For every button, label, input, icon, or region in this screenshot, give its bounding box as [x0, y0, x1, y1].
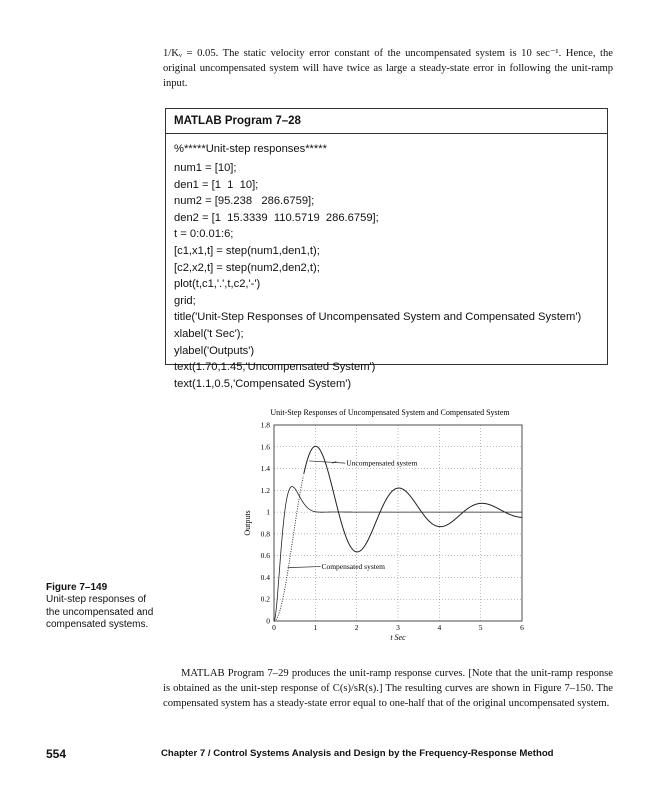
- y-tick-label: 0.8: [260, 529, 270, 539]
- code-line: den1 = [1 1 10];: [174, 178, 259, 191]
- annotation-uncompensated: Uncompensated system: [346, 458, 418, 468]
- code-line: text(1.70,1.45,'Uncompensated System'): [174, 361, 376, 374]
- y-tick-label: 1.4: [260, 464, 270, 474]
- leader-line: [288, 567, 321, 568]
- page-footer: [0, 747, 653, 767]
- chart-ticks: [261, 421, 525, 633]
- code-line: xlabel('t Sec');: [174, 327, 244, 340]
- x-tick-label: 6: [520, 623, 524, 632]
- x-tick-label: 0: [272, 623, 276, 632]
- code-line: text(1.1,0.5,'Compensated System'): [174, 377, 352, 390]
- y-tick-label: 1.2: [260, 485, 270, 495]
- intro-paragraph: 1/Kᵥ = 0.05. The static velocity error constant of the uncompensated system is 10 sec⁻¹. Hence, the original uncompensated system will have twice as large a steady-state error in following the unit-ramp input.: [163, 48, 613, 89]
- code-line: grid;: [174, 294, 196, 307]
- y-tick-label: 0: [266, 616, 270, 626]
- chart-title: Unit-Step Responses of Uncompensated System and Compensated System: [270, 408, 510, 417]
- program-title: MATLAB Program 7–28: [166, 109, 607, 134]
- body-paragraph: MATLAB Program 7–29 produces the unit-ramp response curves. [Note that the unit-ramp response is obtained as the unit-step response of C(s)/sR(s).] The resulting curves are shown in Figure 7–150. The compensated system has a steady-state error equal to one-half that of the original uncompensated system.: [163, 668, 613, 709]
- x-axis-label: t Sec: [390, 633, 406, 642]
- figure-caption-text: Unit-step responses of the uncompensated and compensated systems.: [46, 594, 154, 631]
- code-line: [c2,x2,t] = step(num2,den2,t);: [174, 261, 320, 274]
- y-tick-label: 0.2: [260, 594, 270, 604]
- y-tick-label: 1.8: [260, 420, 270, 430]
- y-axis-label: Outputs: [243, 510, 252, 536]
- matlab-program-box: [165, 108, 608, 390]
- program-comment: %*****Unit-step responses*****: [174, 143, 327, 155]
- step-response-chart: [238, 403, 538, 643]
- figure-number: Figure 7–149: [46, 582, 108, 593]
- running-head: Chapter 7 / Control Systems Analysis and Design by the Frequency-Response Method: [161, 748, 554, 759]
- code-line: title('Unit-Step Responses of Uncompensated System and Compensated System'): [174, 311, 582, 324]
- code-line: ylabel('Outputs'): [174, 344, 255, 357]
- x-tick-label: 3: [396, 623, 400, 632]
- program-code: [166, 158, 607, 392]
- code-line: den2 = [1 15.3339 110.5719 286.6759];: [174, 211, 379, 224]
- code-line: num2 = [95.238 286.6759];: [174, 195, 315, 208]
- y-tick-label: 1: [266, 507, 270, 517]
- y-tick-label: 0.4: [260, 572, 270, 582]
- figure-caption: [46, 582, 156, 632]
- x-tick-label: 4: [437, 623, 442, 632]
- x-tick-label: 2: [354, 623, 359, 632]
- y-tick-label: 1.6: [260, 442, 270, 452]
- code-line: t = 0:0.01:6;: [174, 228, 234, 241]
- code-line: [c1,x1,t] = step(num1,den1,t);: [174, 244, 320, 257]
- plot-frame: [274, 425, 522, 621]
- leader-line: [309, 461, 345, 463]
- page-number: 554: [46, 747, 67, 761]
- annotation-compensated: Compensated system: [321, 562, 386, 572]
- code-line: num1 = [10];: [174, 162, 237, 174]
- x-tick-label: 5: [478, 623, 483, 632]
- x-tick-label: 1: [313, 623, 318, 632]
- code-line: plot(t,c1,'.',t,c2,'-'): [174, 278, 261, 291]
- y-tick-label: 0.6: [260, 551, 270, 561]
- chart-grid: [274, 425, 522, 621]
